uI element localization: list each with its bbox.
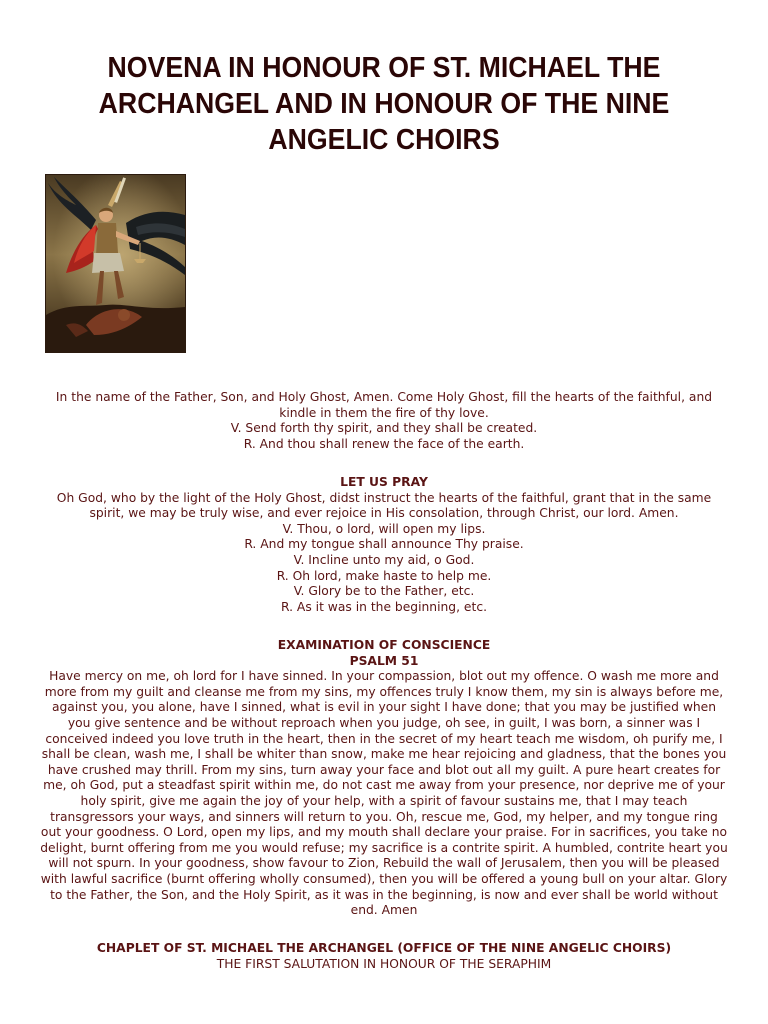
st-michael-painting: [45, 174, 186, 353]
let-us-pray-section: [40, 475, 728, 615]
opening-prayer: [40, 390, 728, 452]
response: R. And my tongue shall announce Thy praise.: [244, 537, 524, 552]
section-heading: LET US PRAY: [340, 475, 428, 489]
versicle: V. Glory be to the Father, etc.: [293, 584, 475, 599]
section-heading: CHAPLET OF ST. MICHAEL THE ARCHANGEL (OFFICE OF THE NINE ANGELIC CHOIRS): [96, 941, 672, 955]
response: R. And thou shall renew the face of the earth.: [243, 436, 525, 451]
psalm-heading: PSALM 51: [349, 653, 419, 668]
examination-section: [40, 638, 728, 919]
section-subheading: THE FIRST SALUTATION IN HONOUR OF THE SERAPHIM: [216, 956, 552, 971]
invocation-text: In the name of the Father, Son, and Holy Ghost, Amen. Come Holy Ghost, fill the hearts of the faithful, and kindle in them the fire of thy love.: [55, 390, 713, 420]
section-heading: EXAMINATION OF CONSCIENCE: [277, 638, 491, 652]
chaplet-section: [40, 941, 728, 972]
psalm-text: Have mercy on me, oh lord for I have sinned. In your compassion, blot out my offence. O wash me more and more from my guilt and cleanse me from my sins, my offences truly I know them, my sin is always before me, against you, you alone, have I sinned, what is evil in your sight I have done; that you may be justified when you give sentence and be without reproach when you judge, oh see, in guilt, I was born, a sinner was I conceived indeed you love truth in the heart, then in the secret of my heart teach me wisdom, oh purify me, I shall be clean, wash me, I shall be whiter than snow, make me hear rejoicing and gladness, that the bones you have crushed may thrill. From my sins, turn away your face and blot out all my guilt. A pure heart creates for me, oh God, put a steadfast spirit within me, do not cast me away from your presence, nor deprive me of your holy spirit, give me again the joy of your help, with a spirit of favour sustains me, that I may teach transgressors your ways, and sinners will return to you. Oh, rescue me, God, my helper, and my tongue ring out your goodness. O Lord, open my lips, and my mouth shall declare your praise. For in sacrifices, you take no delight, burnt offering from me you would refuse; my sacrifice is a contrite spirit. A humbled, contrite heart you will not spurn. In your goodness, show favour to Zion, Rebuild the wall of Jerusalem, then you will be pleased with lawful sacrifice (burnt offering wholly consumed), then you will be offered a young bull on your altar. Glory to the Father, the Son, and the Holy Spirit, as it was in the beginning, is now and ever shall be world without end. Amen: [40, 669, 728, 918]
response: R. Oh lord, make haste to help me.: [276, 568, 492, 583]
prayer-text: Oh God, who by the light of the Holy Ghost, didst instruct the hearts of the faithful, grant that in the same spirit, we may be truly wise, and ever rejoice in His consolation, through Christ, our lord. Amen.: [56, 490, 712, 521]
versicle: V. Thou, o lord, will open my lips.: [282, 521, 486, 536]
versicle: V. Send forth thy spirit, and they shall be created.: [230, 421, 538, 436]
versicle: V. Incline unto my aid, o God.: [293, 552, 475, 567]
response: R. As it was in the beginning, etc.: [281, 599, 487, 614]
page-title: NOVENA IN HONOUR OF ST. MICHAEL THE ARCHANGEL AND IN HONOUR OF THE NINE ANGELIC CHOIRS: [98, 52, 670, 156]
